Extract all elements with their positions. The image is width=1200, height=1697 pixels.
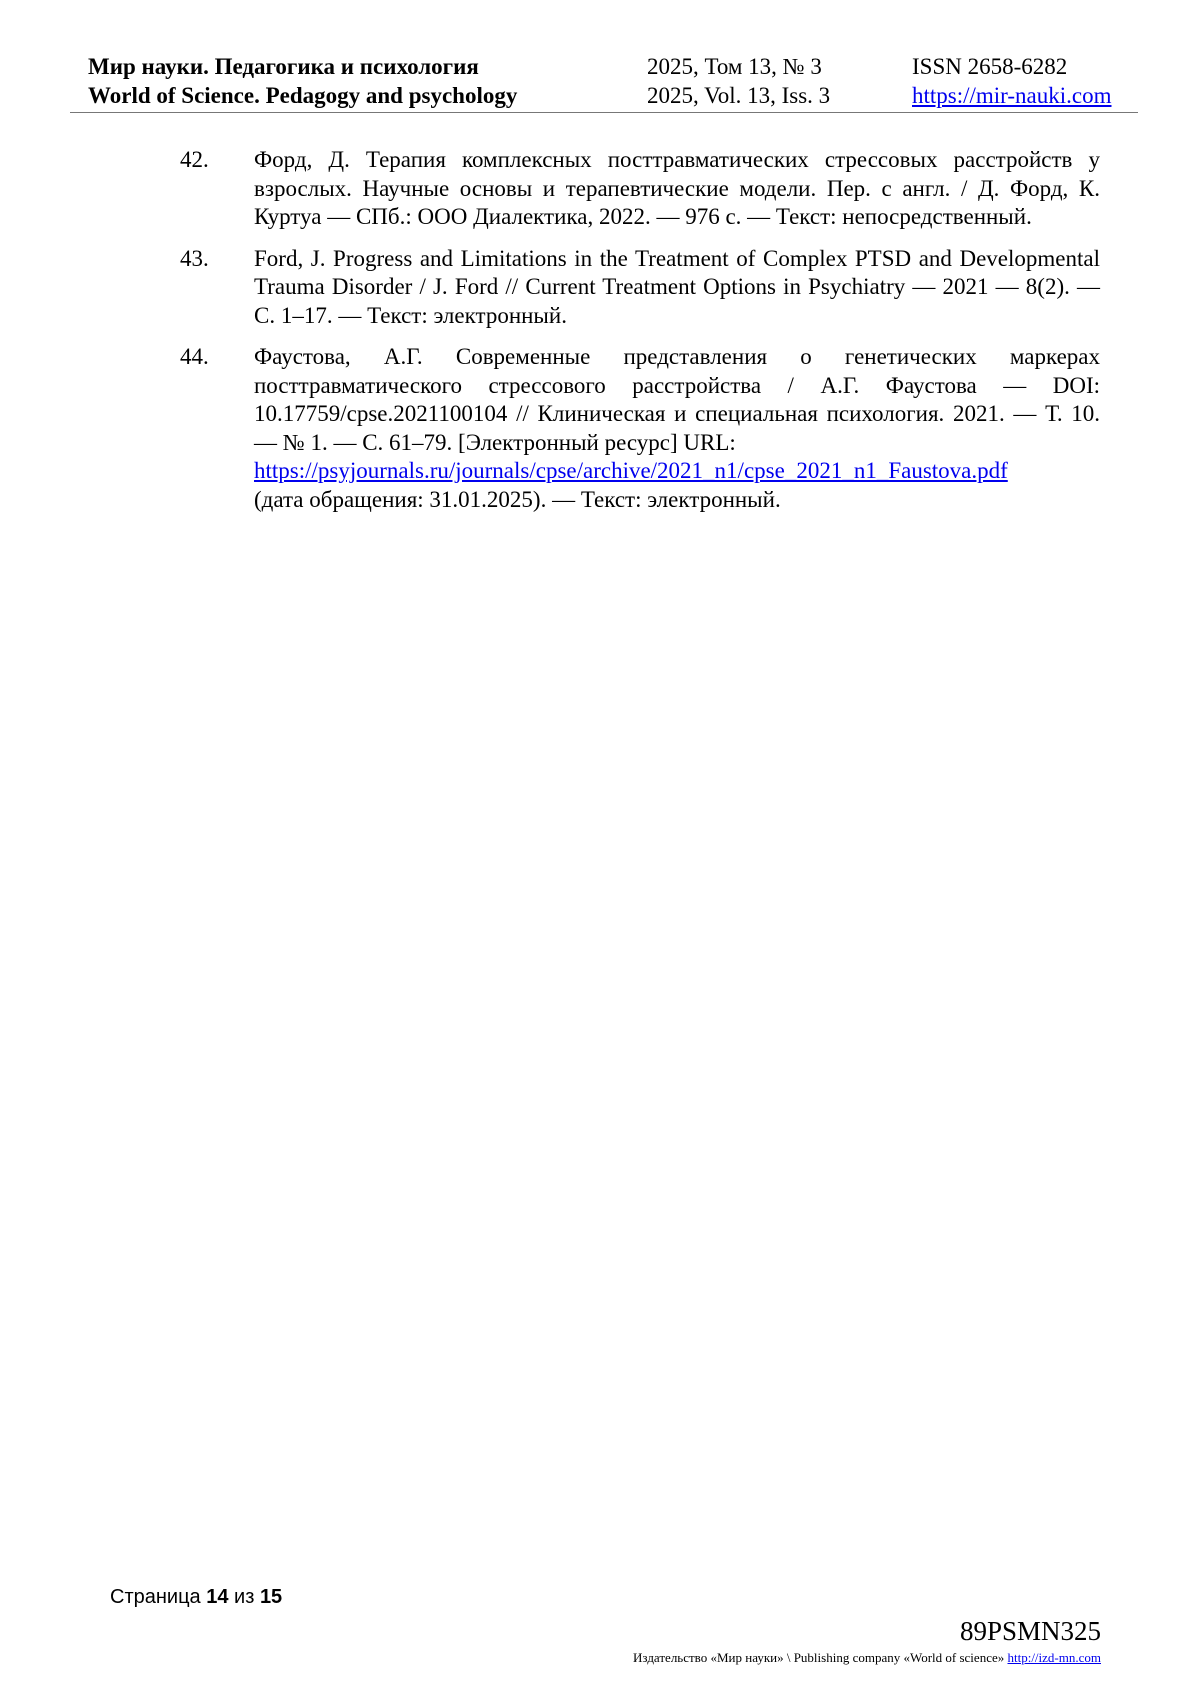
reference-list bbox=[180, 146, 1100, 527]
page-header bbox=[70, 52, 1138, 113]
page-current: 14 bbox=[206, 1586, 229, 1608]
publisher-link[interactable]: http://izd-mn.com bbox=[1007, 1650, 1101, 1665]
issue-en: 2025, Vol. 13, Iss. 3 bbox=[647, 83, 831, 108]
article-code: 89PSMN325 bbox=[959, 1616, 1101, 1646]
page-label: Страница bbox=[110, 1586, 201, 1608]
journal-title-ru: Мир науки. Педагогика и психология bbox=[88, 54, 479, 79]
page-total: 15 bbox=[259, 1586, 283, 1608]
issn-block bbox=[912, 52, 1112, 110]
journal-title-block bbox=[88, 52, 517, 110]
issn: ISSN 2658-6282 bbox=[912, 54, 1068, 79]
issue-ru: 2025, Том 13, № 3 bbox=[647, 54, 822, 79]
reference-number: 42. bbox=[180, 147, 209, 172]
reference-number: 43. bbox=[180, 245, 209, 271]
reference-text: Фаустова, А.Г. Современные представления о генетических маркерах посттравматического стрессового расстройства / А.Г. Фаустова — DOI: 10.17759/cpse.2021100104 // Клиническая и специальная психология. 2021. — Т. 10. — № 1. — С. 61–79. [Электронный ресурс] URL: bbox=[254, 344, 1100, 455]
page-of: из bbox=[234, 1586, 255, 1608]
publisher-name: Издательство «Мир науки» \ Publishing company «World of science» bbox=[633, 1650, 1005, 1665]
journal-title-en: World of Science. Pedagogy and psychology bbox=[88, 83, 518, 108]
reference-text: Форд, Д. Терапия комплексных посттравматических стрессовых расстройств у взрослых. Научные основы и терапевтические модели. Пер. с англ. / Д. Форд, К. Куртуа — СПб.: ООО Диалектика, 2022. — 976 с. — Текст: непосредственный. bbox=[254, 147, 1100, 229]
reference-url-link[interactable]: https://psyjournals.ru/journals/cpse/archive/2021_n1/cpse_2021_n1_Faustova.pdf bbox=[254, 458, 1008, 483]
reference-access-date: (дата обращения: 31.01.2025). — Текст: электронный. bbox=[254, 486, 781, 512]
page-counter bbox=[110, 1586, 282, 1609]
reference-number: 44. bbox=[180, 344, 209, 369]
publisher-line bbox=[633, 1650, 1101, 1666]
reference-text: Ford, J. Progress and Limitations in the Treatment of Complex PTSD and Developmental Trauma Disorder / J. Ford // Current Treatment Options in Psychiatry — 2021 — 8(2). — С. 1–17. — Текст: электронный. bbox=[254, 245, 1100, 328]
reference-item bbox=[180, 343, 1100, 514]
reference-item bbox=[180, 245, 1100, 331]
issue-block bbox=[647, 52, 830, 110]
journal-site-link[interactable]: https://mir-nauki.com bbox=[912, 83, 1112, 108]
reference-item bbox=[180, 146, 1100, 232]
